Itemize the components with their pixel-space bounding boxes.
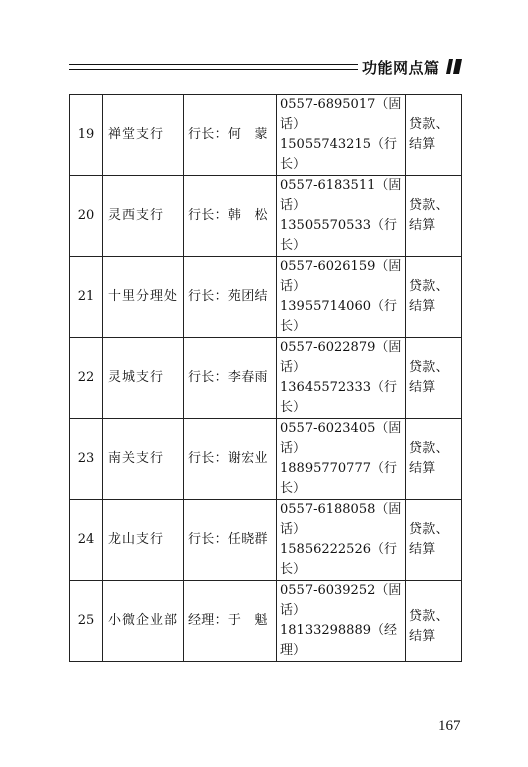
phone-mobile: 13505570533（行长） bbox=[280, 218, 397, 253]
table-row bbox=[70, 257, 462, 338]
table-row bbox=[70, 95, 462, 176]
manager: 行长：谢宏业 bbox=[184, 419, 277, 500]
phone-mobile: 18895770777（行长） bbox=[280, 461, 397, 496]
phone-mobile: 13955714060（行长） bbox=[280, 299, 397, 334]
row-number: 24 bbox=[70, 500, 103, 581]
header-rule-bottom bbox=[69, 69, 358, 70]
services: 贷款、结算 bbox=[406, 581, 462, 662]
services: 贷款、结算 bbox=[406, 176, 462, 257]
phone-mobile: 18133298889（经理） bbox=[280, 623, 397, 658]
phone-mobile: 15856222526（行长） bbox=[280, 542, 397, 577]
manager: 行长：李春雨 bbox=[184, 338, 277, 419]
row-number: 21 bbox=[70, 257, 103, 338]
phone-landline: 0557-6022879（固话） bbox=[280, 340, 402, 375]
manager: 行长：苑团结 bbox=[184, 257, 277, 338]
table-row bbox=[70, 419, 462, 500]
manager: 行长：何 蒙 bbox=[184, 95, 277, 176]
table-row bbox=[70, 176, 462, 257]
phone-landline: 0557-6026159（固话） bbox=[280, 259, 402, 294]
section-title: 功能网点篇 bbox=[362, 59, 440, 77]
phone-landline: 0557-6183511（固话） bbox=[280, 178, 402, 213]
branch-name: 灵城支行 bbox=[103, 338, 184, 419]
branch-name: 南关支行 bbox=[103, 419, 184, 500]
row-number: 19 bbox=[70, 95, 103, 176]
phone-cell bbox=[277, 581, 406, 662]
row-number: 23 bbox=[70, 419, 103, 500]
header-rule-top bbox=[69, 64, 358, 65]
phone-landline: 0557-6895017（固话） bbox=[280, 97, 402, 132]
section-mark-icon bbox=[446, 58, 462, 75]
phone-cell bbox=[277, 338, 406, 419]
branch-table bbox=[69, 94, 462, 662]
branch-name: 龙山支行 bbox=[103, 500, 184, 581]
services: 贷款、结算 bbox=[406, 500, 462, 581]
services: 贷款、结算 bbox=[406, 338, 462, 419]
manager: 经理：于 魁 bbox=[184, 581, 277, 662]
phone-cell bbox=[277, 257, 406, 338]
row-number: 20 bbox=[70, 176, 103, 257]
phone-cell bbox=[277, 95, 406, 176]
branch-name: 灵西支行 bbox=[103, 176, 184, 257]
table-row bbox=[70, 581, 462, 662]
phone-mobile: 15055743215（行长） bbox=[280, 137, 397, 172]
phone-mobile: 13645572333（行长） bbox=[280, 380, 397, 415]
manager: 行长：任晓群 bbox=[184, 500, 277, 581]
manager: 行长：韩 松 bbox=[184, 176, 277, 257]
phone-cell bbox=[277, 419, 406, 500]
branch-name: 十里分理处 bbox=[103, 257, 184, 338]
phone-landline: 0557-6039252（固话） bbox=[280, 583, 402, 618]
phone-landline: 0557-6023405（固话） bbox=[280, 421, 402, 456]
page-number: 167 bbox=[438, 718, 461, 734]
branch-name: 小微企业部 bbox=[103, 581, 184, 662]
branch-name: 禅堂支行 bbox=[103, 95, 184, 176]
table-row bbox=[70, 500, 462, 581]
services: 贷款、结算 bbox=[406, 257, 462, 338]
phone-cell bbox=[277, 500, 406, 581]
services: 贷款、结算 bbox=[406, 419, 462, 500]
table-row bbox=[70, 338, 462, 419]
phone-cell bbox=[277, 176, 406, 257]
services: 贷款、结算 bbox=[406, 95, 462, 176]
row-number: 22 bbox=[70, 338, 103, 419]
row-number: 25 bbox=[70, 581, 103, 662]
phone-landline: 0557-6188058（固话） bbox=[280, 502, 402, 537]
